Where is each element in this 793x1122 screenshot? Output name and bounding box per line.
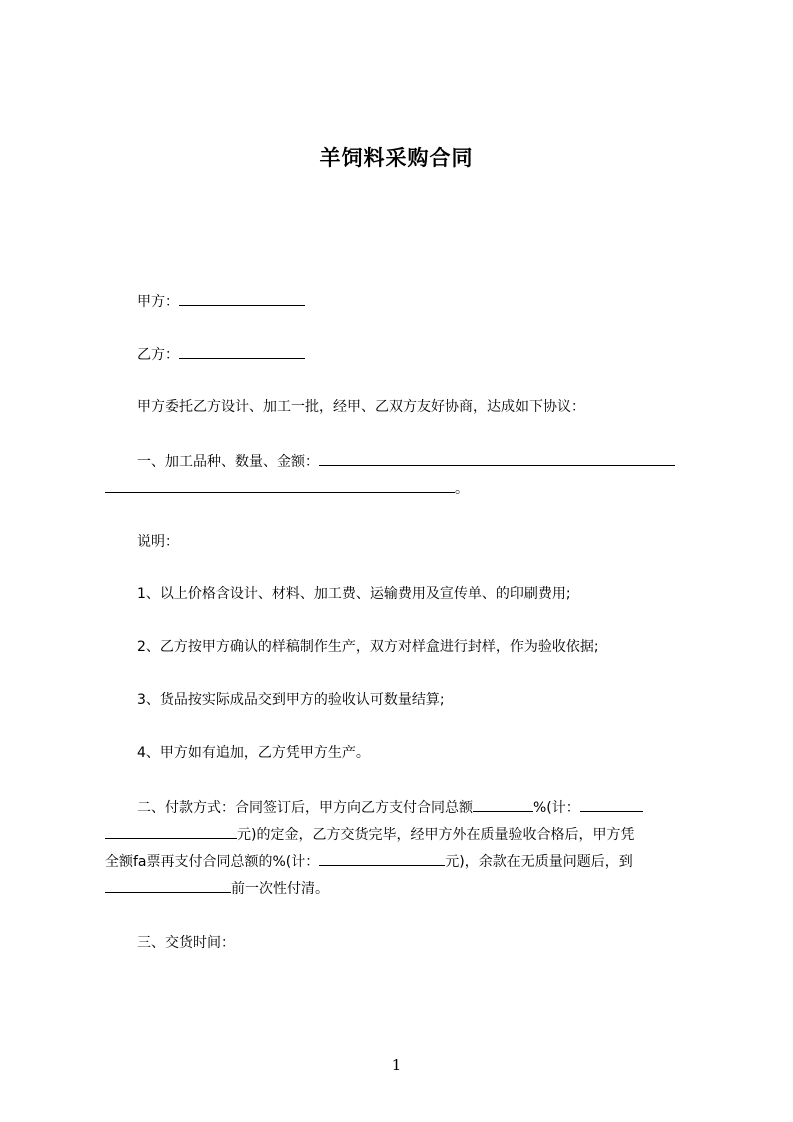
section2-text: 全额fa票再支付合同总额的%(计： — [105, 854, 320, 870]
section2-line1 — [137, 797, 643, 818]
party-b-blank — [179, 344, 305, 359]
note-item: 3、货品按实际成品交到甲方的验收认可数量结算; — [137, 692, 445, 708]
section1-line2 — [105, 478, 469, 499]
page-number: 1 — [391, 1056, 402, 1074]
note-label: 说明： — [137, 534, 179, 550]
section2-blank-percent — [473, 797, 533, 812]
section1-blank-2 — [105, 478, 455, 493]
section1-end: 。 — [455, 481, 469, 497]
section2-line2 — [105, 824, 634, 845]
section1-line1 — [137, 451, 675, 472]
party-b-line — [137, 344, 305, 365]
section2-blank-date — [105, 878, 231, 893]
party-a-label: 甲方： — [137, 294, 179, 310]
note-item: 4、甲方如有追加，乙方凭甲方生产。 — [137, 745, 370, 761]
note-item: 1、以上价格含设计、材料、加工费、运输费用及宣传单、的印刷费用; — [137, 586, 571, 602]
section2-blank-amount-3 — [319, 851, 445, 866]
intro-paragraph: 甲方委托乙方设计、加工一批，经甲、乙双方友好协商，达成如下协议： — [137, 399, 585, 415]
party-b-label: 乙方： — [137, 347, 179, 363]
section3-label: 三、交货时间： — [137, 935, 235, 951]
party-a-blank — [179, 291, 305, 306]
section2-line4 — [105, 878, 329, 899]
section2-text: 元)，余款在无质量问题后，到 — [445, 854, 633, 870]
section2-text: %(计： — [533, 800, 580, 816]
document-title: 羊饲料采购合同 — [319, 146, 474, 170]
section1-blank-1 — [319, 451, 675, 466]
section2-line3 — [105, 851, 633, 872]
section2-text: 二、付款方式：合同签订后，甲方向乙方支付合同总额 — [137, 800, 473, 816]
section1-label: 一、加工品种、数量、金额： — [137, 454, 319, 470]
section2-blank-amount-2 — [105, 824, 237, 839]
section2-text: 前一次性付清。 — [231, 881, 329, 897]
section2-text: 元)的定金，乙方交货完毕，经甲方外在质量验收合格后，甲方凭 — [237, 827, 635, 843]
section2-blank-amount-1 — [580, 797, 643, 812]
party-a-line — [137, 291, 305, 312]
note-item: 2、乙方按甲方确认的样稿制作生产，双方对样盒进行封样，作为验收依据; — [137, 639, 599, 655]
